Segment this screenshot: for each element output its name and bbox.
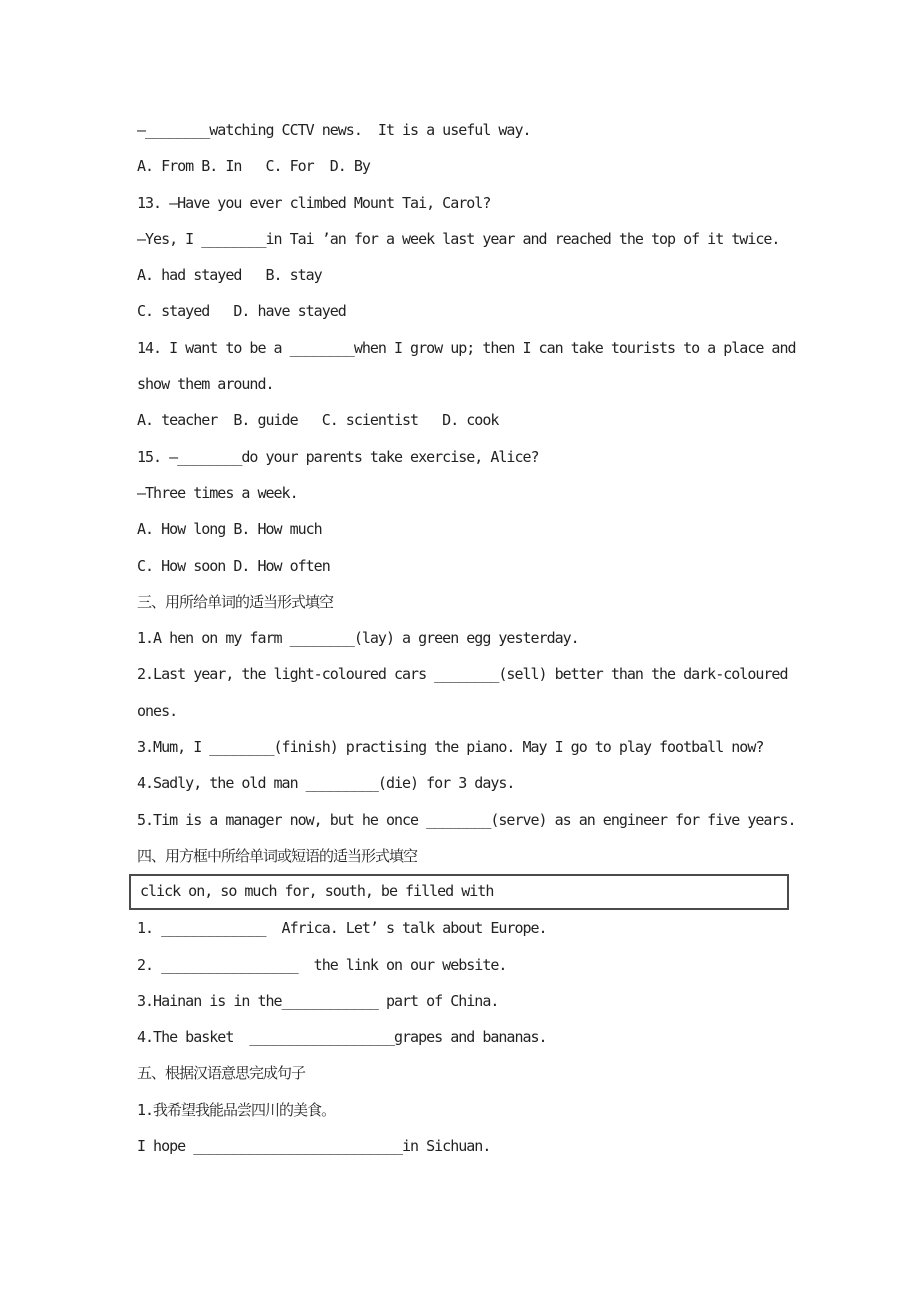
section3-item2-line2: ones. (137, 701, 178, 720)
q15-options-ab: A. How long B. How much (137, 520, 322, 539)
section3-item1: 1.A hen on my farm ________(lay) a green egg yesterday. (137, 629, 579, 648)
section3-item2-line1: 2.Last year, the light-coloured cars ________(sell) better than the dark-coloured (137, 665, 788, 684)
q14-options: A. teacher B. guide C. scientist D. cook (137, 411, 499, 430)
q15-question: 15. —________do your parents take exercise, Alice? (137, 447, 539, 466)
section4-heading: 四、用方框中所给单词或短语的适当形式填空 (137, 846, 418, 865)
word-bank-box: click on, so much for, south, be filled with (129, 874, 789, 910)
section4-item3: 3.Hainan is in the____________ part of China. (137, 991, 499, 1010)
section3-heading: 三、用所给单词的适当形式填空 (137, 592, 334, 611)
q15-reply-line: —Three times a week. (137, 483, 298, 502)
section5-item1-answer-line: I hope __________________________in Sichuan. (137, 1137, 491, 1156)
section4-item2: 2. _________________ the link on our website. (137, 955, 507, 974)
q13-options-ab: A. had stayed B. stay (137, 266, 322, 285)
section3-item3: 3.Mum, I ________(finish) practising the piano. May I go to play football now? (137, 738, 764, 757)
q14-stem-line2: show them around. (137, 375, 274, 394)
q15-options-cd: C. How soon D. How often (137, 556, 330, 575)
q14-stem-line1: 14. I want to be a ________when I grow up; then I can take tourists to a place and (137, 338, 796, 357)
section5-heading: 五、根据汉语意思完成句子 (137, 1064, 306, 1083)
q13-reply-line: —Yes, I ________in Tai ’an for a week last year and reached the top of it twice. (137, 229, 780, 248)
q13-options-cd: C. stayed D. have stayed (137, 302, 346, 321)
section4-item4: 4.The basket __________________grapes and bananas. (137, 1028, 547, 1047)
q12-reply-line: —________watching CCTV news. It is a useful way. (137, 121, 531, 139)
q12-options: A. From B. In C. For D. By (137, 157, 370, 176)
section3-item5: 5.Tim is a manager now, but he once ________(serve) as an engineer for five years. (137, 810, 796, 829)
section3-item4: 4.Sadly, the old man _________(die) for 3 days. (137, 774, 515, 793)
section5-item1-chinese: 1.我希望我能品尝四川的美食。 (137, 1100, 336, 1119)
section4-item1: 1. _____________ Africa. Let’ s talk about Europe. (137, 919, 547, 938)
q13-question: 13. —Have you ever climbed Mount Tai, Carol? (137, 193, 491, 212)
